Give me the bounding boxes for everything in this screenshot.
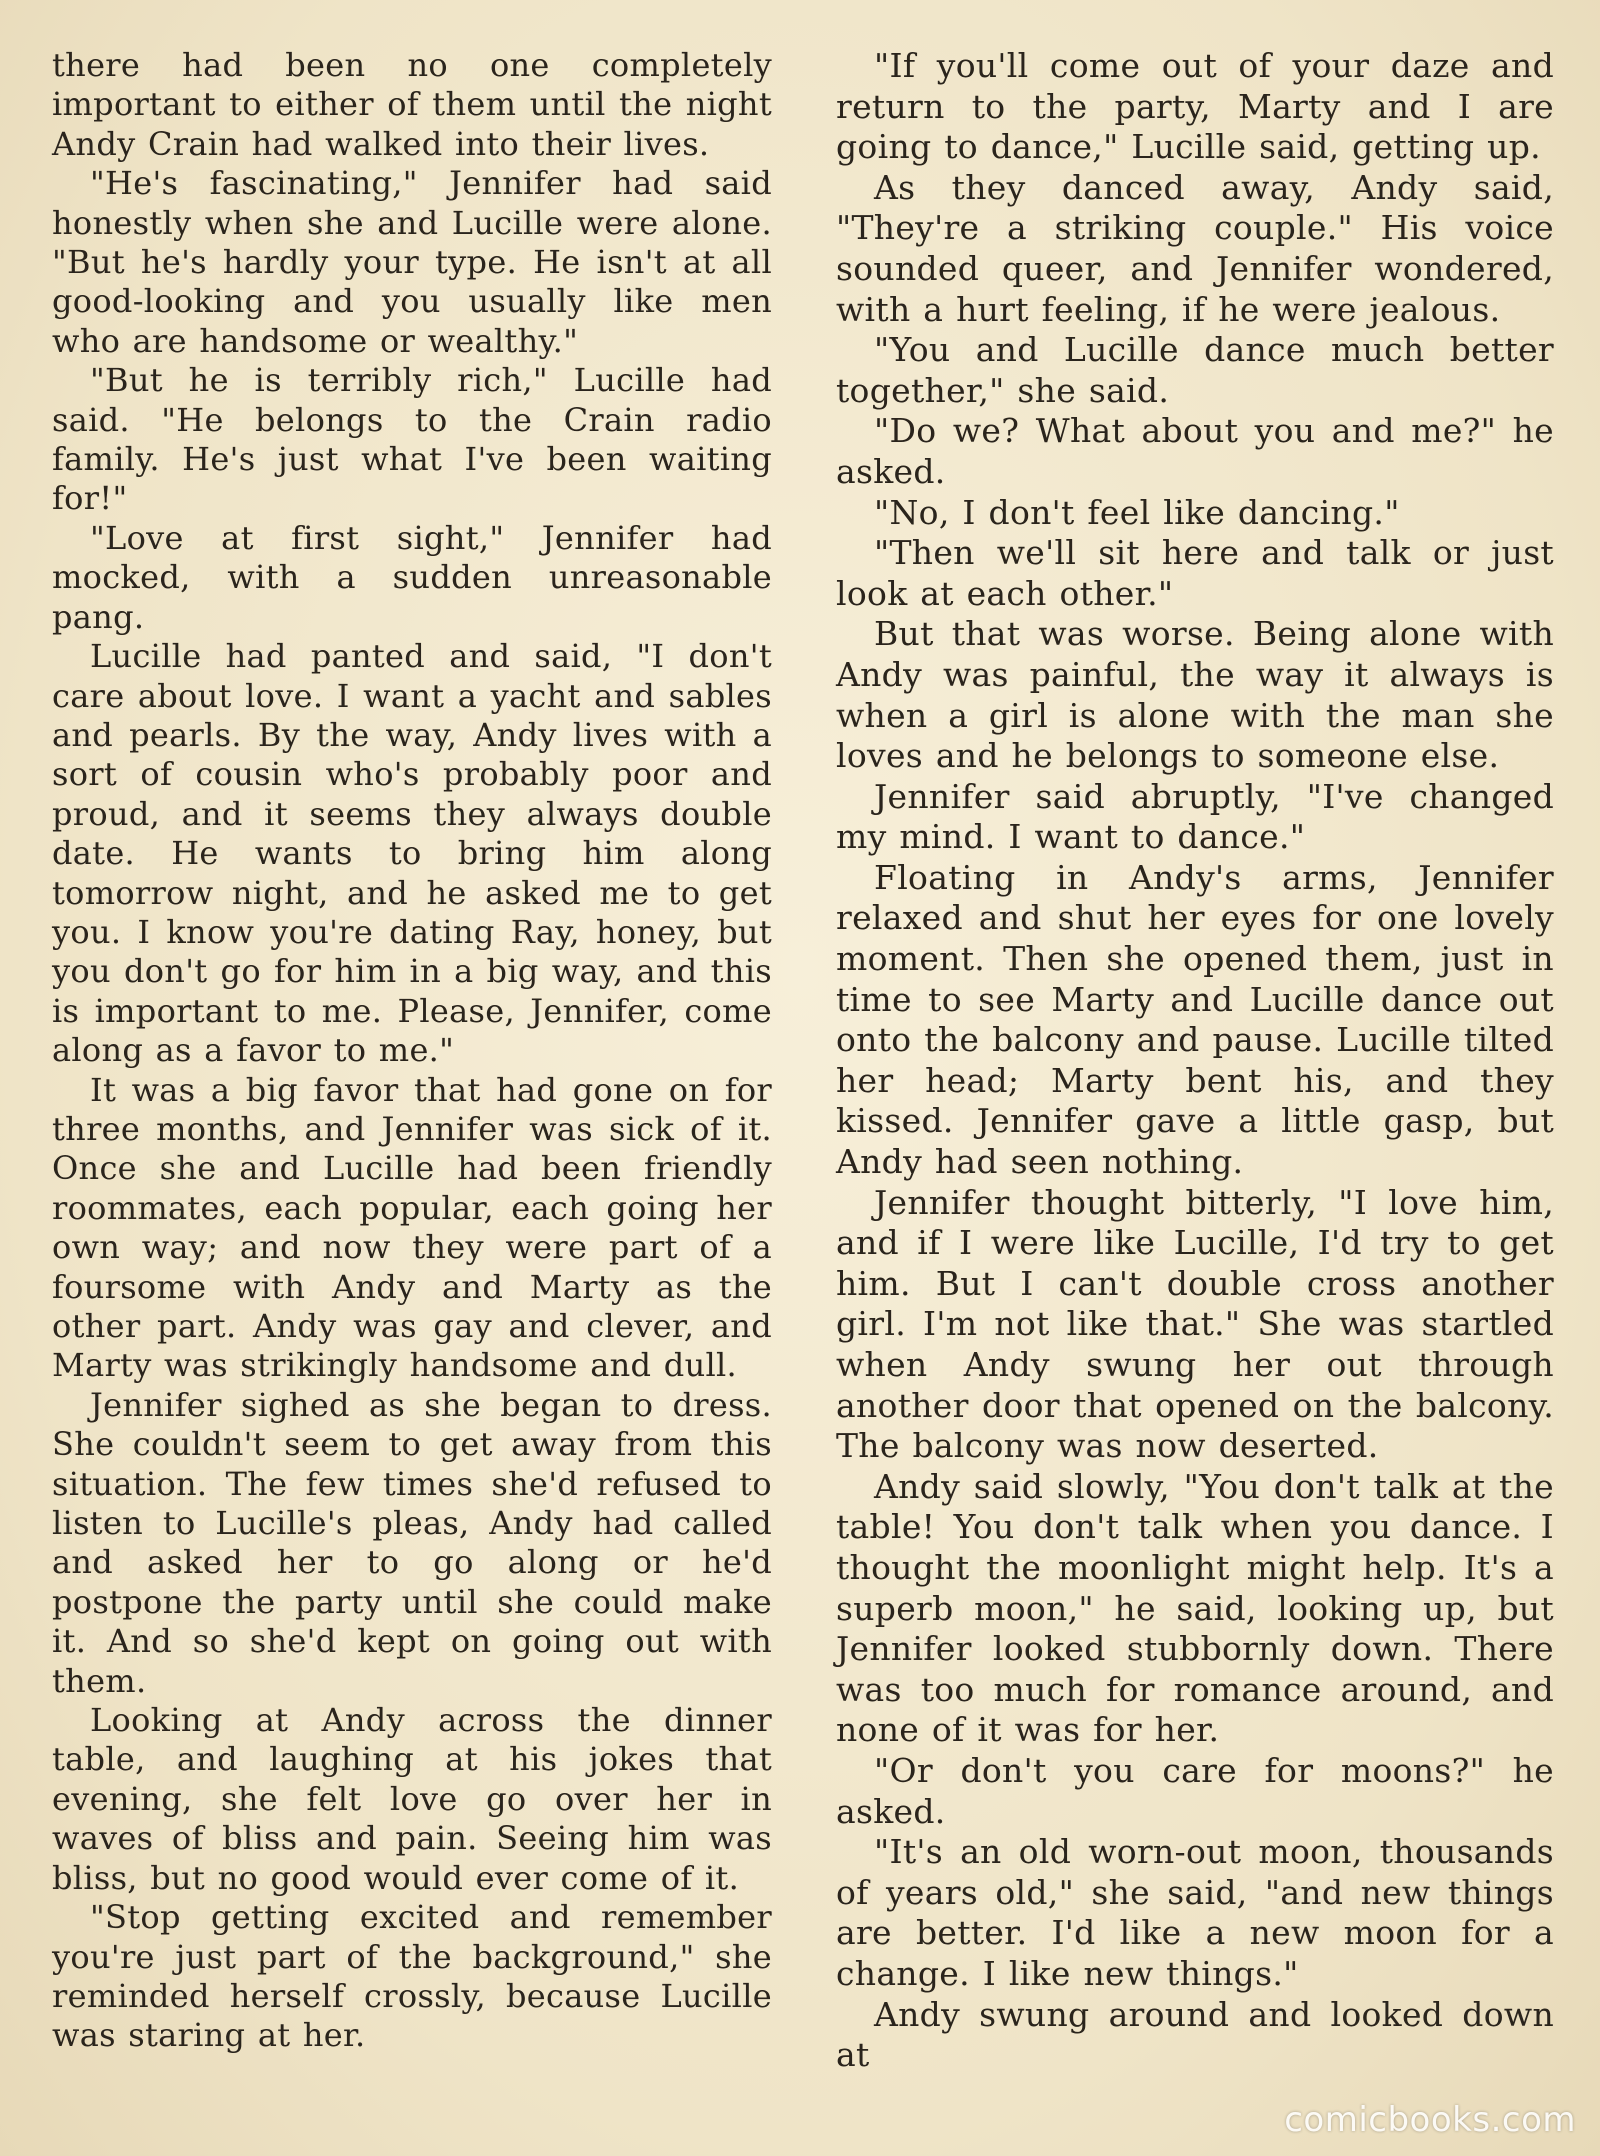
watermark: comicbooks.com <box>1284 2100 1576 2140</box>
paragraph: "It's an old worn-out moon, thousands of years old," she said, "and new things are better. I'd like a new moon for a change. I like new things." <box>836 1832 1554 1993</box>
paragraph: Looking at Andy across the dinner table, and laughing at his jokes that evening, she felt love go over her in waves of bliss and pain. Seeing him was bliss, but no good would ever come of it. <box>52 1701 772 1897</box>
paragraph: "You and Lucille dance much better together," she said. <box>836 330 1554 410</box>
paragraph: "Stop getting excited and remember you're just part of the background," she reminded herself crossly, because Lucille was staring at her. <box>52 1898 772 2055</box>
paragraph: "Do we? What about you and me?" he asked. <box>836 411 1554 491</box>
paragraph: Jennifer sighed as she began to dress. She couldn't seem to get away from this situation. The few times she'd refused to listen to Lucille's pleas, Andy had called and asked her to go along or he'd postpone the party until she could make it. And so she'd kept on going out with them. <box>52 1385 772 1700</box>
paragraph: It was a big favor that had gone on for three months, and Jennifer was sick of it. Once she and Lucille had been friendly roommates, each popular, each going her own way; and now they were part of a foursome with Andy and Marty as the other part. Andy was gay and clever, and Marty was strikingly handsome and dull. <box>52 1070 772 1385</box>
paragraph: "He's fascinating," Jennifer had said honestly when she and Lucille were alone. "But he's hardly your type. He isn't at all good-looking and you usually like men who are handsome or wealthy." <box>52 164 772 360</box>
paragraph: Andy said slowly, "You don't talk at the table! You don't talk when you dance. I thought the moonlight might help. It's a superb moon," he said, looking up, but Jennifer looked stubbornly down. There was too much for romance around, and none of it was for her. <box>836 1466 1554 1750</box>
paragraph: Lucille had panted and said, "I don't care about love. I want a yacht and sables and pearls. By the way, Andy lives with a sort of cousin who's probably poor and proud, and it seems they always double date. He wants to bring him along tomorrow night, and he asked me to get you. I know you're dating Ray, honey, but you don't go for him in a big way, and this is important to me. Please, Jennifer, come along as a favor to me." <box>52 637 772 1070</box>
text-column-left <box>52 46 772 2056</box>
paragraph: "Or don't you care for moons?" he asked. <box>836 1750 1554 1831</box>
paragraph: there had been no one completely important to either of them until the night Andy Crain had walked into their lives. <box>52 46 772 163</box>
paragraph: "No, I don't feel like dancing." <box>874 492 1400 532</box>
paragraph: Jennifer said abruptly, "I've changed my mind. I want to dance." <box>836 776 1554 857</box>
paragraph: "If you'll come out of your daze and return to the party, Marty and I are going to dance," Lucille said, getting up. <box>836 46 1554 167</box>
paragraph: "Then we'll sit here and talk or just look at each other." <box>836 533 1554 613</box>
paragraph: Floating in Andy's arms, Jennifer relaxed and shut her eyes for one lovely moment. Then she opened them, just in time to see Marty and Lucille dance out onto the balcony and pause. Lucille tilted her head; Marty bent his, and they kissed. Jennifer gave a little gasp, but Andy had seen nothing. <box>836 857 1554 1182</box>
paragraph: "Love at first sight," Jennifer had mocked, with a sudden unreasonable pang. <box>52 518 772 636</box>
text-column-right <box>836 46 1554 2076</box>
paragraph: Jennifer thought bitterly, "I love him, and if I were like Lucille, I'd try to get him. But I can't double cross another girl. I'm not like that." She was startled when Andy swung her out through another door that opened on the balcony. The balcony was now deserted. <box>836 1182 1554 1466</box>
paragraph: As they danced away, Andy said, "They're a striking couple." His voice sounded queer, and Jennifer wondered, with a hurt feeling, if he were jealous. <box>836 167 1554 329</box>
paragraph: Andy swung around and looked down at <box>836 1994 1554 2075</box>
paragraph: "But he is terribly rich," Lucille had said. "He belongs to the Crain radio family. He's just what I've been waiting for!" <box>52 361 772 518</box>
paragraph: But that was worse. Being alone with Andy was painful, the way it always is when a girl is alone with the man she loves and he belongs to someone else. <box>836 614 1554 776</box>
